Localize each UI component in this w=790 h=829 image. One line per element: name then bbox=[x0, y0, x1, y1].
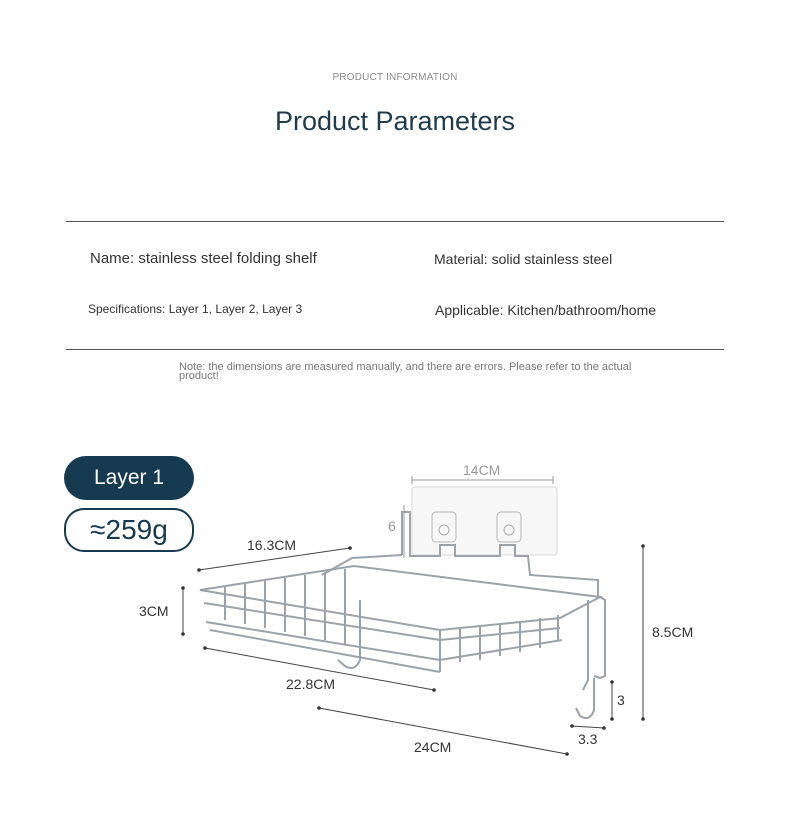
total-length-label: 24CM bbox=[414, 739, 452, 755]
measurement-note: Note: the dimensions are measured manually, and there are errors. Please refer to the actual product! bbox=[179, 361, 632, 382]
basket-height-label: 3CM bbox=[139, 603, 169, 619]
page-title: Product Parameters bbox=[274, 106, 516, 136]
dimension-endpoints bbox=[181, 544, 645, 756]
spec-name: Name: stainless steel folding shelf bbox=[90, 250, 317, 267]
plate-height-label: 6 bbox=[388, 518, 396, 534]
hook-width-label: 3.3 bbox=[578, 731, 598, 747]
spec-material: Material: solid stainless steel bbox=[434, 251, 613, 267]
hook-height-label: 3 bbox=[617, 692, 625, 708]
spec-applicable: Applicable: Kitchen/bathroom/home bbox=[435, 302, 657, 318]
depth-label: 16.3CM bbox=[247, 537, 297, 553]
plate-width-label: 14CM bbox=[463, 462, 501, 478]
layer-badge: Layer 1 bbox=[64, 456, 194, 500]
overall-height-label: 8.5CM bbox=[652, 624, 694, 640]
front-length-label: 22.8CM bbox=[286, 676, 336, 692]
section-kicker: PRODUCT INFORMATION bbox=[332, 72, 458, 83]
weight-badge: ≈259g bbox=[64, 508, 194, 552]
adhesive-plate bbox=[412, 487, 557, 555]
spec-specifications: Specifications: Layer 1, Layer 2, Layer 3 bbox=[88, 302, 303, 316]
